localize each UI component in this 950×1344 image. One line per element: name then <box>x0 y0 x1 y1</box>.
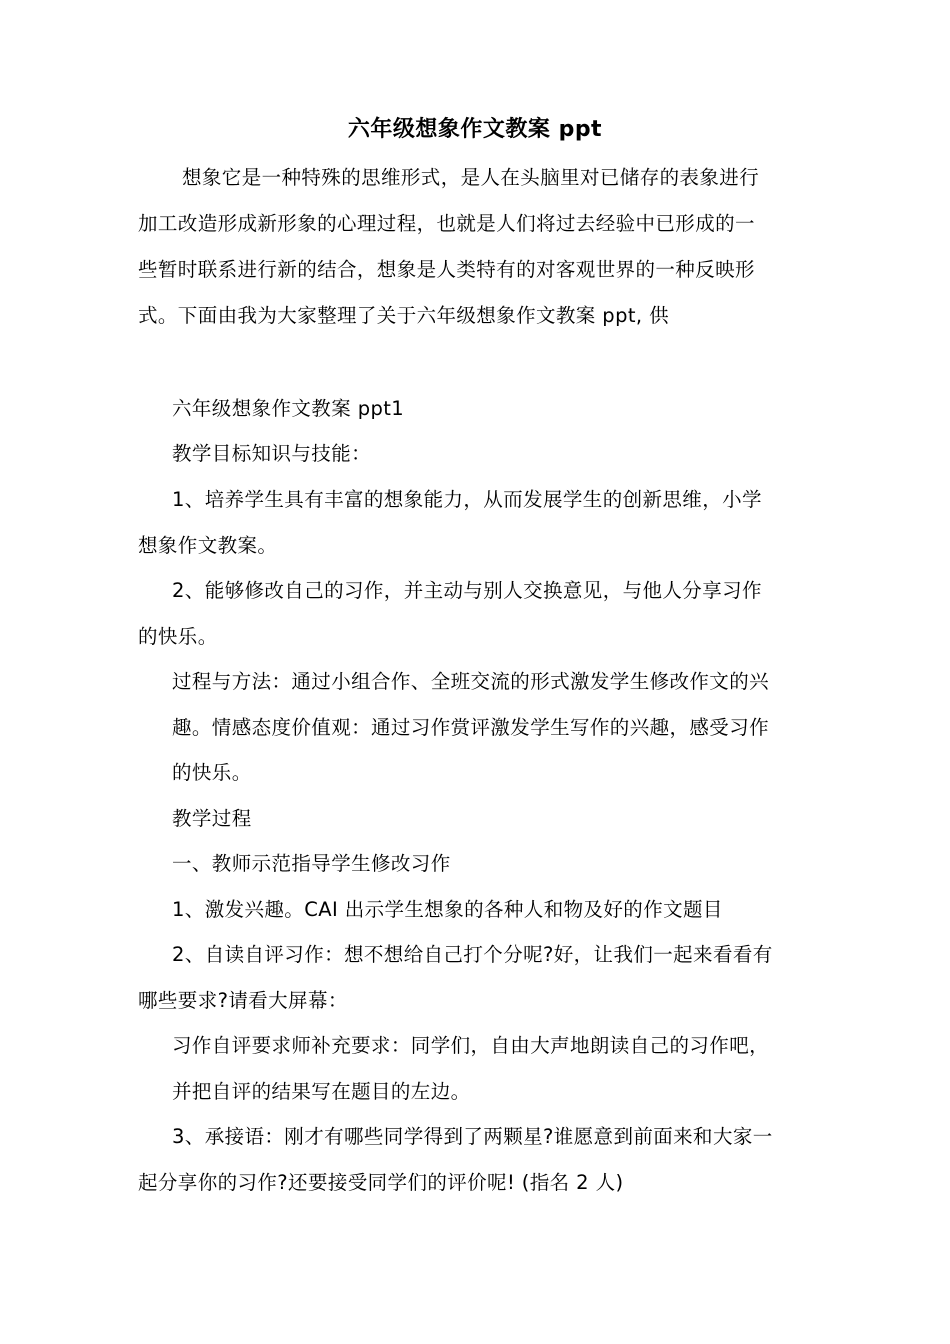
body-line: 3、承接语：刚才有哪些同学得到了两颗星?谁愿意到前面来和大家一 <box>172 1125 773 1148</box>
body-line: 2、自读自评习作：想不想给自己打个分呢?好，让我们一起来看看有 <box>172 943 773 966</box>
body-line: 习作自评要求师补充要求：同学们，自由大声地朗读自己的习作吧， <box>172 1034 770 1057</box>
body-line: 过程与方法：通过小组合作、全班交流的形式激发学生修改作文的兴 <box>172 670 770 693</box>
body-line: 起分享你的习作?还要接受同学们的评价呢! (指名 2 人) <box>138 1171 624 1194</box>
intro-line: 式。下面由我为大家整理了关于六年级想象作文教案 ppt, 供 <box>138 304 669 327</box>
body-line: 1、培养学生具有丰富的想象能力，从而发展学生的创新思维，小学 <box>172 488 762 511</box>
body-line: 教学过程 <box>172 807 252 830</box>
body-line: 并把自评的结果写在题目的左边。 <box>172 1080 471 1103</box>
body-line: 趣。情感态度价值观：通过习作赏评激发学生写作的兴趣，感受习作 <box>172 716 770 739</box>
document-title: 六年级想象作文教案 ppt <box>347 117 603 142</box>
intro-line: 些暂时联系进行新的结合，想象是人类特有的对客观世界的一种反映形 <box>138 258 755 281</box>
body-line: 想象作文教案。 <box>138 534 278 557</box>
body-line: 的快乐。 <box>172 761 252 784</box>
body-line: 的快乐。 <box>138 625 218 648</box>
body-line: 一、教师示范指导学生修改习作 <box>172 852 451 875</box>
intro-line: 想象它是一种特殊的思维形式，是人在头脑里对已储存的表象进行 <box>182 166 760 189</box>
section-heading: 六年级想象作文教案 ppt1 <box>172 397 405 420</box>
body-line: 哪些要求?请看大屏幕： <box>138 989 348 1012</box>
intro-line: 加工改造形成新形象的心理过程，也就是人们将过去经验中已形成的一 <box>138 212 755 235</box>
body-line: 2、能够修改自己的习作，并主动与别人交换意见，与他人分享习作 <box>172 579 762 602</box>
body-line: 教学目标知识与技能： <box>172 442 372 465</box>
body-line: 1、激发兴趣。CAI 出示学生想象的各种人和物及好的作文题目 <box>172 898 723 921</box>
